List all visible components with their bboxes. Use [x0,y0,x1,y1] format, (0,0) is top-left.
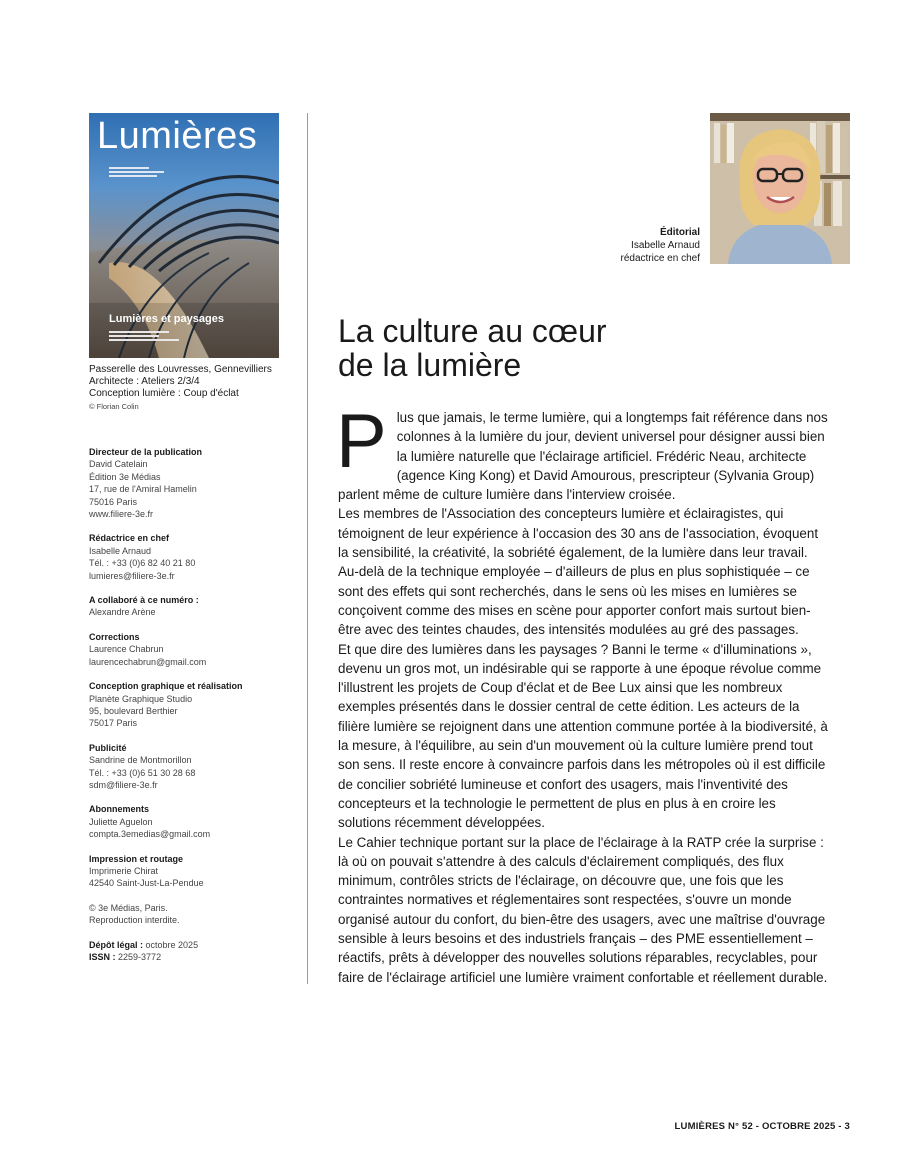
headline-line: La culture au cœur [338,313,607,349]
masthead-heading: Impression et routage [89,853,184,864]
caption-line: Conception lumière : Coup d'éclat [89,388,239,399]
masthead-heading: Conception graphique et réalisation [89,681,243,692]
depot-value: octobre 2025 [145,939,199,950]
masthead-line: Tél. : +33 (0)6 82 40 21 80 [89,558,196,569]
masthead-email-link[interactable]: sdm@filiere-3e.fr [89,779,158,790]
rights-block [89,902,289,927]
paragraph-text: lus que jamais, le terme lumière, qui a longtemps fait référence dans nos colonnes à la lumière du jour, devient universel pour désigner aussi bien la lumière naturelle que l'éclairage artificiel. Frédéric Neau, architecte (agence King Kong) et David Amourous, prescripteur (Sylvania Group) parlent même de culture lumière dans l'interview croisée. [338,410,828,503]
masthead-line: Sandrine de Montmorillon [89,755,192,766]
masthead-line: 17, rue de l'Amiral Hamelin [89,484,197,495]
cover-dossier-lines [109,331,179,341]
masthead-block [89,631,289,668]
masthead [89,446,289,975]
masthead-line: Laurence Chabrun [89,644,164,655]
masthead-line: Isabelle Arnaud [89,545,152,556]
masthead-block [89,853,289,890]
masthead-block [89,532,289,582]
article-paragraph [336,399,830,504]
drop-cap: P [336,399,387,484]
masthead-line: Tél. : +33 (0)6 51 30 28 68 [89,767,196,778]
magazine-cover-image [89,113,279,358]
editorial-author: Isabelle Arnaud [631,240,700,251]
article-paragraph: Le Cahier technique portant sur la place de l'éclairage à la RATP crée la surprise : là où on pouvait s'attendre à des calculs d'éclairement compliqués, des flux minimum, contrôles stricts de l'éclairage, on découvre que, une fois que les contraintes normatives et réglementaires sont respectées, s'ouvre un monde organisé autour du confort, du bien-être des usagers, avec une maîtrise d'ouvrage sensible à leurs besoins et des industriels français – des PME essentiellement – réactifs, prêts à développer des nouvelles solutions réparables, recyclables, pour faire de l'éclairage artificiel une lumière vraiment confortable et réellement durable. [338,834,828,985]
caption-line: Passerelle des Louvresses, Gennevilliers [89,364,272,375]
photo-credit: © Florian Colin [89,402,139,411]
editorial-role: rédactrice en chef [620,253,700,264]
editorial-headline [338,314,818,382]
masthead-line: 42540 Saint-Just-La-Pendue [89,878,204,889]
legal-block [89,939,289,964]
masthead-heading: Rédactrice en chef [89,533,170,544]
issn [89,951,289,963]
editorial-title: Éditorial [659,227,700,238]
reproduction-line: Reproduction interdite. [89,915,180,926]
article-paragraph: Les membres de l'Association des concepteurs lumière et éclairagistes, qui témoignent de leur expérience à l'occasion des 30 ans de l'association, évoquent la sensibilité, la créativité, la sobriété également, de la lumière dans leur travail. [338,506,819,561]
page-footer: LUMIÈRES N° 52 - OCTOBRE 2025 - 3 [674,1121,850,1132]
cover-dossier-title: Lumières et paysages [109,313,224,325]
masthead-block [89,680,289,730]
cover-magazine-title: Lumières [97,115,258,157]
masthead-block [89,446,289,520]
cover-small-text [109,167,169,177]
masthead-email-link[interactable]: laurencechabrun@gmail.com [89,656,207,667]
issn-value: 2259-3772 [118,952,162,962]
masthead-line: Édition 3e Médias [89,471,161,482]
author-portrait [710,113,850,264]
masthead-heading: Publicité [89,742,127,753]
issn-label: ISSN : [89,952,116,962]
masthead-email-link[interactable]: compta.3emedias@gmail.com [89,829,211,840]
article-paragraph: Et que dire des lumières dans les paysages ? Banni le terme « d'illuminations », devenu un gros mot, un indésirable qui se rapporte à une époque révolue comme l'illustrent les projets de Coup d'éclat et de Bee Lux ainsi que les nombreux exemples présentés dans le dossier central de cette édition. Les acteurs de la filière lumière se rejoignent dans une attention commune portée à la biodiversité, à la mesure, à l'équilibre, au sein d'un mouvement où la culture lumière prend tout son sens. Il reste encore à convaincre parfois dans les métropoles où il est difficile de concilier sobriété lumineuse et confort des usagers, mais l'inventivité des concepteurs et la technologie le permettent de plus en plus à en croire les solutions récemment développées. [338,641,828,831]
depot-legal [89,939,289,951]
masthead-heading: Corrections [89,631,140,642]
masthead-line: 95, boulevard Berthier [89,705,178,716]
masthead-line: Imprimerie Chirat [89,865,159,876]
masthead-heading: Abonnements [89,804,150,815]
depot-label: Dépôt légal : [89,939,144,950]
masthead-line: Alexandre Arène [89,607,156,618]
copyright-line: © 3e Médias, Paris. [89,902,168,913]
masthead-line: David Catelain [89,459,148,470]
editorial-body [336,399,830,987]
masthead-heading: Directeur de la publication [89,447,203,457]
column-divider [307,113,308,984]
masthead-line: Planète Graphique Studio [89,693,193,704]
masthead-heading: A collaboré à ce numéro : [89,595,199,606]
masthead-line: 75017 Paris [89,718,138,729]
masthead-block [89,742,289,792]
article-paragraph: Au-delà de la technique employée – d'ailleurs de plus en plus sophistiquée – ce sont des effets qui sont recherchés, dans le sens où les mises en lumières se conçoivent comme des mises en scène pour apporter confort mais surtout bien-être avec des teintes chaudes, des intensités modulées au gré des passages. [338,564,811,638]
portrait-illustration [710,113,850,264]
cover-caption [89,364,289,413]
masthead-block [89,803,289,840]
masthead-line: Juliette Aguelon [89,816,153,827]
headline-line: de la lumière [338,347,522,383]
caption-line: Architecte : Ateliers 2/3/4 [89,376,200,387]
editorial-label [621,226,701,265]
masthead-line: 75016 Paris [89,496,138,507]
masthead-website-link[interactable]: www.filiere-3e.fr [89,509,154,520]
masthead-block [89,594,289,619]
masthead-email-link[interactable]: lumieres@filiere-3e.fr [89,570,175,581]
